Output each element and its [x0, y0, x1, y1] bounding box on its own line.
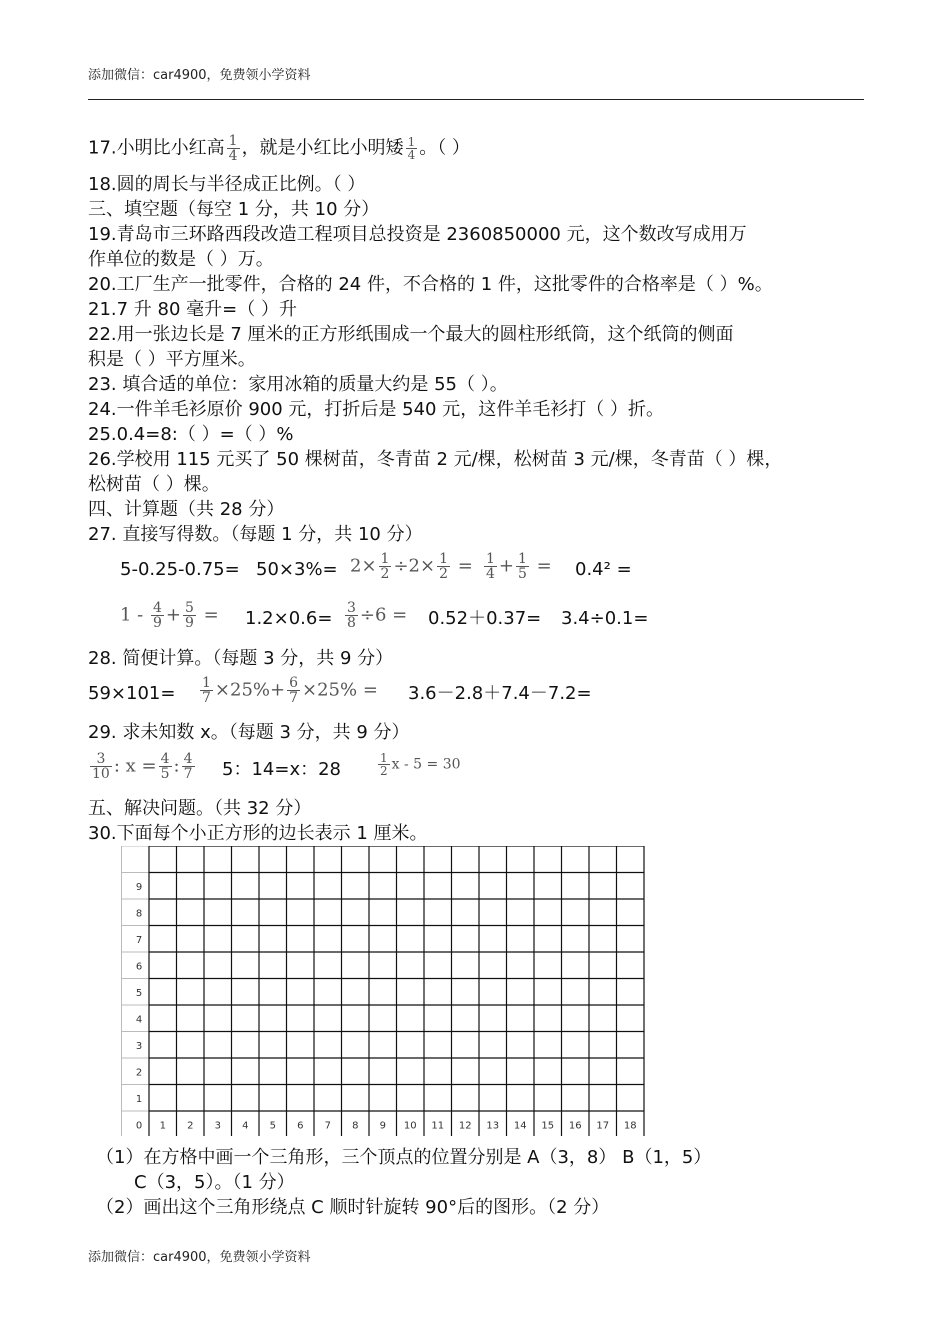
- y-tick-label: 6: [135, 961, 143, 973]
- x-tick-label: 1: [159, 1120, 166, 1132]
- question-26-line1: 26.学校用 115 元买了 50 棵树苗，冬青苗 2 元/棵，松树苗 3 元/棵，冬青苗（ ）棵，: [88, 449, 783, 470]
- x-tick-label: 10: [403, 1120, 417, 1132]
- question-24: 24.一件羊毛衫原价 900 元，打折后是 540 元，这件羊毛衫打（ ）折。: [88, 399, 664, 420]
- calc-4: $\frac{1}{4}$ + $\frac{1}{5}$ =: [486, 551, 552, 582]
- calc-3: 2× $\frac{1}{2}$ ÷2× $\frac{1}{2}$ =: [350, 551, 473, 582]
- x-tick-label: 6: [297, 1120, 304, 1132]
- x-tick-label: 16: [568, 1120, 582, 1132]
- question-22-line1: 22.用一张边长是 7 厘米的正方形纸围成一个最大的圆柱形纸筒，这个纸筒的侧面: [88, 324, 734, 345]
- calc-5: 0.4² =: [575, 559, 632, 580]
- question-30-part2: （2）画出这个三角形绕点 C 顺时针旋转 90°后的图形。（2 分）: [96, 1197, 610, 1218]
- x-tick-label: 17: [596, 1120, 610, 1132]
- x-tick-label: 13: [486, 1120, 500, 1132]
- question-23: 23. 填合适的单位：家用冰箱的质量大约是 55（ ）。: [88, 374, 508, 395]
- y-tick-label: 5: [135, 987, 143, 999]
- fraction: $\frac{1}{4}$: [228, 133, 238, 164]
- x-tick-label: 12: [458, 1120, 472, 1132]
- y-tick-label: 2: [135, 1067, 143, 1079]
- calc-7: 1.2×0.6=: [245, 608, 333, 629]
- calc-9: 0.52＋0.37=: [428, 608, 542, 629]
- x-tick-label: 14: [513, 1120, 527, 1132]
- solve-3: $\frac{1}{2}$ x - 5 = 30: [380, 751, 461, 778]
- page-header: 添加微信：car4900，免费领小学资料: [88, 68, 311, 83]
- x-tick-label: 5: [269, 1120, 276, 1132]
- x-tick-label: 4: [242, 1120, 249, 1132]
- question-29: 29. 求未知数 x。（每题 3 分，共 9 分）: [88, 722, 410, 743]
- x-tick-label: 15: [541, 1120, 555, 1132]
- header-divider: [88, 99, 864, 100]
- solve-2: 5：14=x：28: [222, 759, 341, 780]
- simplify-1: 59×101=: [88, 683, 176, 704]
- x-tick-label: 7: [324, 1120, 331, 1132]
- question-19-line2: 作单位的数是（ ）万。: [88, 249, 274, 270]
- x-tick-label: 2: [187, 1120, 194, 1132]
- x-tick-label: 9: [379, 1120, 386, 1132]
- question-17: 17.小明比小红高 $\frac{1}{4}$ ，就是小红比小明矮 $\frac{1}{4}$ 。（ ）: [88, 133, 470, 164]
- x-tick-label: 11: [431, 1120, 445, 1132]
- calc-10: 3.4÷0.1=: [561, 608, 649, 629]
- question-30-part1-line1: （1）在方格中画一个三角形，三个顶点的位置分别是 A（3，8） B（1，5）: [96, 1147, 712, 1168]
- calc-8: $\frac{3}{8}$ ÷6 =: [347, 600, 408, 631]
- solve-1: $\frac{3}{10}$ : x = $\frac{4}{5}$ : $\frac{4}{7}$: [92, 751, 193, 782]
- simplify-2: $\frac{1}{7}$ ×25%+ $\frac{6}{7}$ ×25% =: [202, 675, 378, 706]
- question-20: 20.工厂生产一批零件，合格的 24 件，不合格的 1 件，这批零件的合格率是（ ）%。: [88, 274, 773, 295]
- calc-2: 50×3%=: [256, 559, 338, 580]
- fraction: $\frac{1}{4}$: [407, 135, 416, 162]
- simplify-3: 3.6－2.8＋7.4－7.2=: [408, 683, 592, 704]
- coordinate-grid[interactable]: [121, 846, 647, 1140]
- y-tick-label: 9: [135, 881, 143, 893]
- question-18: 18.圆的周长与半径成正比例。（ ）: [88, 174, 366, 195]
- question-28: 28. 简便计算。（每题 3 分，共 9 分）: [88, 648, 394, 669]
- question-19-line1: 19.青岛市三环路西段改造工程项目总投资是 2360850000 元，这个数改写成用万: [88, 224, 747, 245]
- question-21: 21.7 升 80 毫升=（ ）升: [88, 299, 297, 320]
- y-tick-label: 1: [135, 1093, 143, 1105]
- section-3-title: 三、填空题（每空 1 分，共 10 分）: [88, 199, 380, 220]
- question-30-part1-line2: C（3，5）。（1 分）: [134, 1172, 295, 1193]
- y-tick-label: 0: [135, 1120, 143, 1132]
- x-tick-label: 18: [623, 1120, 637, 1132]
- question-30: 30.下面每个小正方形的边长表示 1 厘米。: [88, 823, 428, 844]
- question-27: 27. 直接写得数。（每题 1 分，共 10 分）: [88, 524, 423, 545]
- question-26-line2: 松树苗（ ）棵。: [88, 474, 220, 495]
- x-tick-label: 3: [214, 1120, 221, 1132]
- section-4-title: 四、计算题（共 28 分）: [88, 499, 285, 520]
- question-22-line2: 积是（ ）平方厘米。: [88, 349, 256, 370]
- y-tick-label: 3: [135, 1040, 143, 1052]
- x-tick-label: 8: [352, 1120, 359, 1132]
- y-tick-label: 8: [135, 908, 143, 920]
- calc-6: 1 - $\frac{4}{9}$ + $\frac{5}{9}$ =: [120, 600, 219, 631]
- grid-svg[interactable]: [121, 846, 647, 1136]
- section-5-title: 五、解决问题。（共 32 分）: [88, 798, 312, 819]
- question-25: 25.0.4=8:（ ）=（ ）%: [88, 424, 294, 445]
- y-tick-label: 4: [135, 1014, 143, 1026]
- page-footer: 添加微信：car4900，免费领小学资料: [88, 1250, 311, 1265]
- y-tick-label: 7: [135, 934, 143, 946]
- calc-1: 5-0.25-0.75=: [120, 559, 240, 580]
